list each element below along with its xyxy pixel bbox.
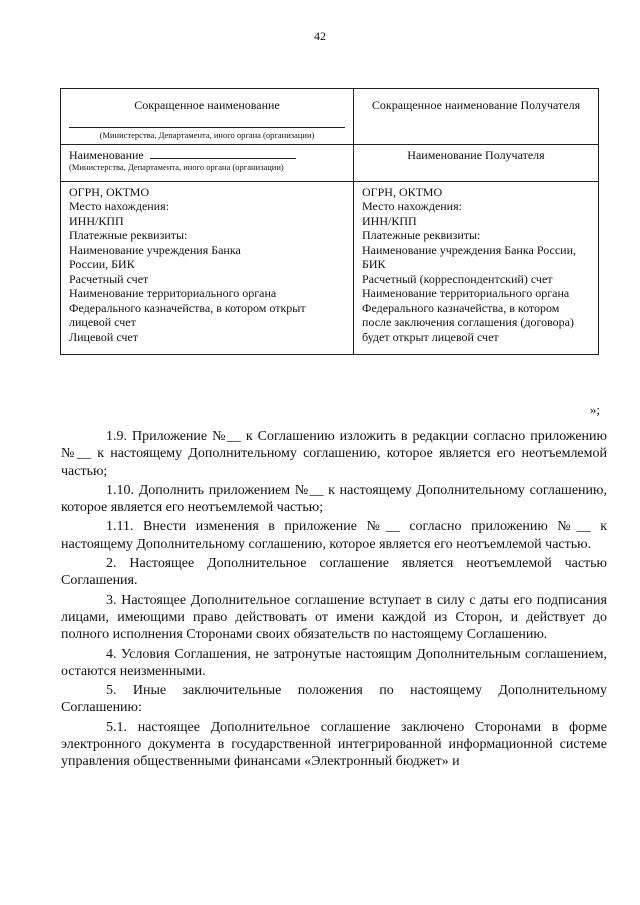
right-detail-line: после заключения соглашения (договора) bbox=[362, 315, 574, 329]
underline bbox=[150, 148, 296, 159]
right-detail-line: Расчетный (корреспондентский) счет bbox=[362, 271, 553, 286]
paragraph-3: 3. Настоящее Дополнительное соглашение вступает в силу с даты его подписания лицами, имеющими право действовать от имени каждой из Сторон, и действует до полного исполнения Сторонами своих обязательств по настоящему Соглашению. bbox=[61, 592, 607, 643]
left-short-name-cell bbox=[61, 89, 354, 145]
underline bbox=[69, 127, 345, 128]
left-name-note: (Министерства, Департамента, иного органа (организации) bbox=[69, 162, 284, 172]
table-row bbox=[61, 181, 599, 354]
right-details-cell bbox=[354, 181, 599, 354]
right-detail-line: Федерального казначейства, в котором bbox=[362, 300, 560, 315]
paragraph-1-11: 1.11. Внести изменения в приложение №__ согласно приложению №__ к настоящему Дополнительному соглашению, которое является его неотъемлемой частью. bbox=[61, 519, 607, 552]
right-detail-line: будет открыт лицевой счет bbox=[362, 329, 499, 344]
paragraph-5: 5. Иные заключительные положения по настоящему Дополнительному Соглашению: bbox=[61, 683, 607, 716]
right-short-name-cell bbox=[354, 89, 599, 145]
right-detail-line: Наименование территориального органа bbox=[362, 286, 570, 300]
right-detail-line: Платежные реквизиты: bbox=[362, 228, 481, 242]
left-detail-line: лицевой счет bbox=[69, 315, 136, 329]
left-detail-line: Расчетный счет bbox=[69, 271, 149, 286]
table-row bbox=[61, 89, 599, 145]
paragraph-2: 2. Настоящее Дополнительное соглашение является неотъемлемой частью Соглашения. bbox=[61, 556, 607, 589]
left-detail-line: Федерального казначейства, в котором открыт bbox=[69, 300, 306, 315]
page-number: 42 bbox=[314, 29, 326, 43]
paragraph-1-10: 1.10. Дополнить приложением №__ к настоящему Дополнительному соглашению, которое является его неотъемлемой частью; bbox=[61, 482, 607, 516]
right-short-name: Сокращенное наименование Получателя bbox=[371, 98, 581, 112]
requisites-table bbox=[60, 88, 599, 355]
body-text bbox=[61, 428, 607, 773]
right-detail-line: ИНН/КПП bbox=[362, 213, 417, 228]
right-detail-line: ОГРН, ОКТМО bbox=[362, 184, 443, 199]
left-detail-line: Наименование учреждения Банка bbox=[69, 242, 241, 257]
right-detail-line: Наименование учреждения Банка России, bbox=[362, 242, 576, 257]
left-detail-line: Платежные реквизиты: bbox=[69, 228, 188, 242]
paragraph-4: 4. Условия Соглашения, не затронутые настоящим Дополнительным соглашением, остаются неизменными. bbox=[61, 646, 607, 679]
paragraph-5-1: 5.1. настоящее Дополнительное соглашение заключено Сторонами в форме электронного документа в государственной интегрированной информационной системе управления общественными финансами «Электронный бюджет» и bbox=[61, 719, 607, 770]
left-details-cell bbox=[61, 181, 354, 354]
left-detail-line: Место нахождения: bbox=[69, 199, 169, 213]
right-name: Наименование Получателя bbox=[407, 147, 545, 162]
left-name-cell bbox=[61, 144, 354, 181]
left-detail-line: Лицевой счет bbox=[69, 329, 139, 344]
left-detail-line: Наименование территориального органа bbox=[69, 286, 277, 300]
left-short-name: Сокращенное наименование bbox=[134, 98, 280, 112]
left-detail-line: ОГРН, ОКТМО bbox=[69, 184, 150, 199]
paragraph-1-9: 1.9. Приложение №__ к Соглашению изложить в редакции согласно приложению №__ к настоящему Дополнительному соглашению, которое является его неотъемлемой частью; bbox=[61, 429, 607, 479]
left-detail-line: России, БИК bbox=[69, 257, 135, 271]
table-row bbox=[61, 144, 599, 181]
left-name: Наименование bbox=[69, 147, 144, 162]
right-detail-line: Место нахождения: bbox=[362, 199, 462, 213]
closing-quote: »; bbox=[589, 402, 600, 417]
right-name-cell bbox=[354, 144, 599, 181]
left-detail-line: ИНН/КПП bbox=[69, 213, 124, 228]
right-detail-line: БИК bbox=[362, 257, 386, 271]
left-short-name-note: (Министерства, Департамента, иного органа (организации) bbox=[99, 129, 315, 140]
